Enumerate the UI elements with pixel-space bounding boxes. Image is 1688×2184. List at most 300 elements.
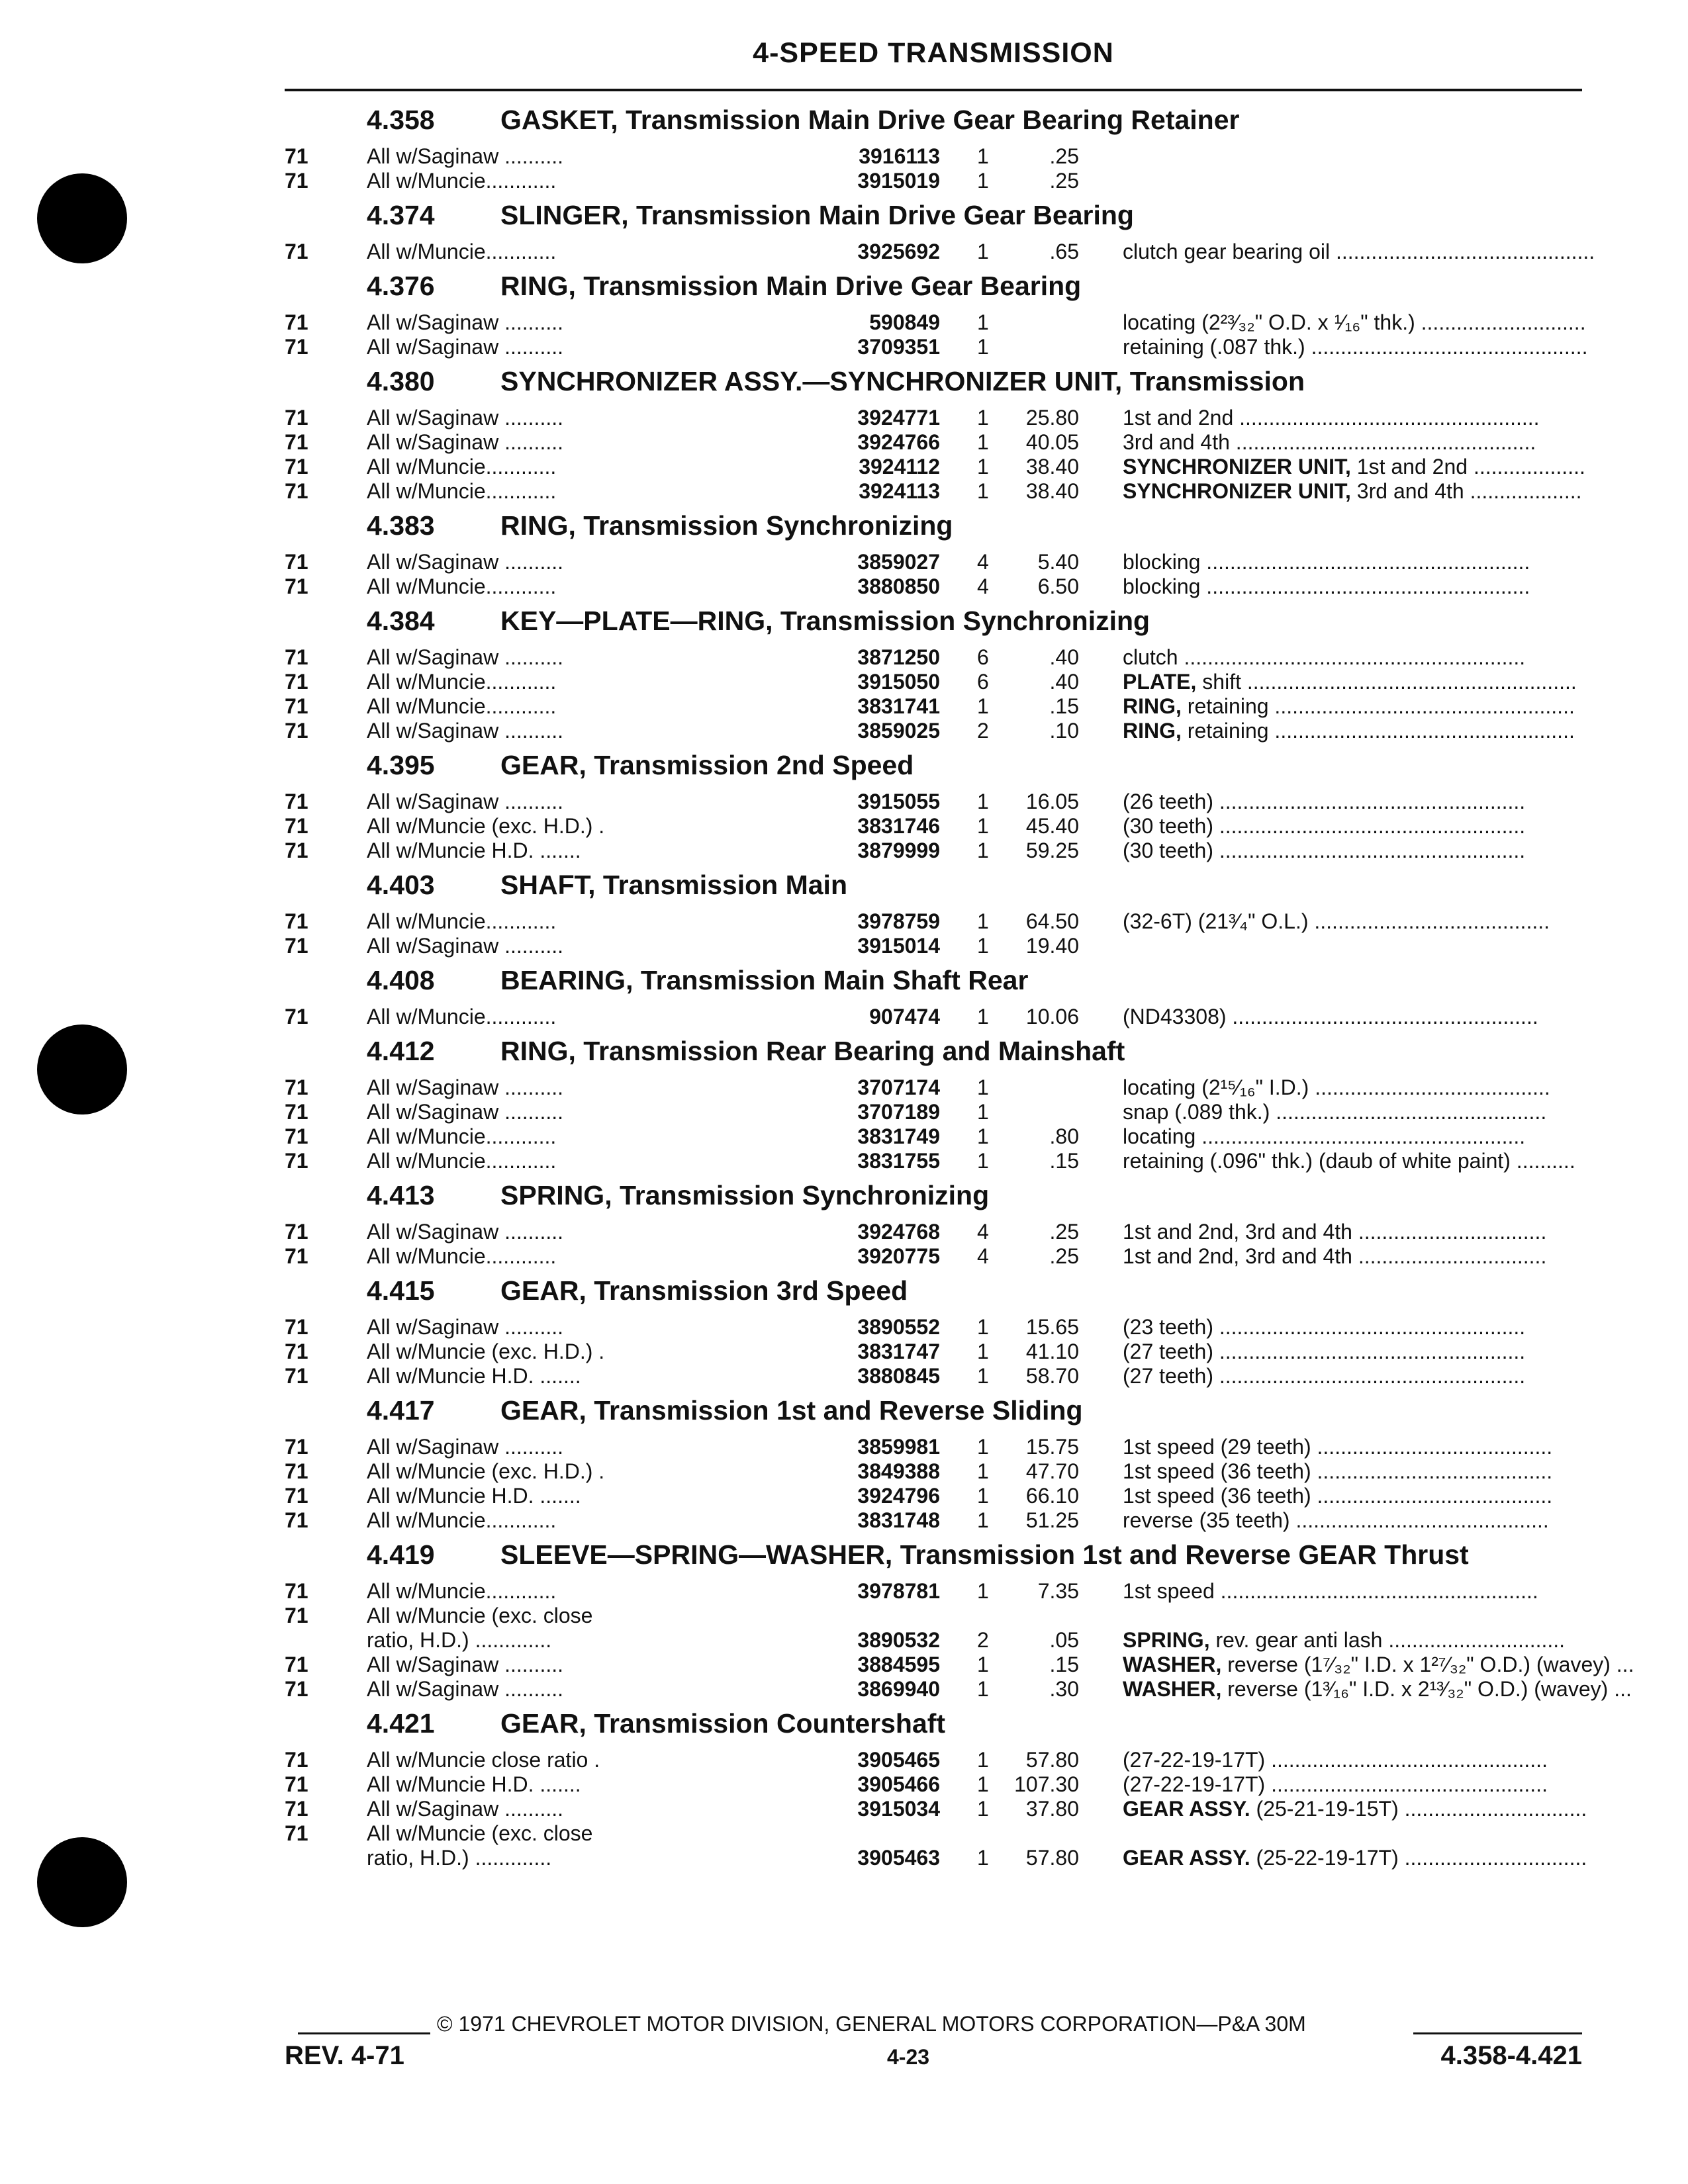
price: 64.50	[1025, 909, 1079, 933]
part-row	[285, 335, 1588, 359]
vehicle-application: All w/Muncie (exc. close	[367, 1604, 593, 1627]
section-number: 4.384	[367, 606, 435, 636]
description-text: blocking .......................................................	[1123, 574, 1530, 598]
part-description	[1123, 1579, 1579, 1604]
page-number: 4-23	[887, 2045, 930, 2069]
quantity: 1	[977, 1797, 989, 1821]
quantity: 1	[977, 1100, 989, 1124]
part-description	[1123, 790, 1579, 814]
part-row	[285, 550, 1582, 574]
description-bold: PLATE,	[1123, 670, 1197, 694]
part-description	[1123, 1220, 1579, 1244]
model-year: 71	[285, 1484, 308, 1508]
catalog-section	[285, 965, 1582, 1029]
part-number: 3915034	[857, 1797, 940, 1821]
part-number: 3831747	[857, 1340, 940, 1363]
part-description	[1123, 1459, 1579, 1484]
description-text: reverse (1³⁄₁₆" I.D. x 2¹³⁄₃₂" O.D.) (wavey) ...	[1221, 1677, 1632, 1701]
part-number: 3859981	[857, 1435, 940, 1459]
part-number: 3924766	[857, 430, 940, 454]
part-row	[285, 1220, 1582, 1244]
section-title: SLINGER, Transmission Main Drive Gear Bearing	[500, 200, 1134, 230]
catalog-section	[285, 105, 1582, 193]
section-range: 4.358-4.421	[1440, 2041, 1582, 2070]
part-number: 3709351	[857, 335, 940, 359]
part-description	[1123, 1846, 1587, 1870]
section-title: SLEEVE—SPRING—WASHER, Transmission 1st and Reverse GEAR Thrust	[500, 1539, 1469, 1570]
part-row	[285, 455, 1585, 479]
section-number: 4.358	[367, 105, 435, 135]
quantity: 1	[977, 790, 989, 813]
part-description	[1123, 1149, 1579, 1173]
description-text: 3rd and 4th ...................................................	[1123, 430, 1536, 454]
model-year: 71	[285, 574, 308, 598]
vehicle-application: All w/Muncie close ratio .	[367, 1748, 600, 1772]
part-description	[1123, 1075, 1579, 1100]
punch-hole-middle	[37, 1024, 127, 1115]
price: 58.70	[1025, 1364, 1079, 1388]
price: .10	[1049, 719, 1079, 743]
description-text: retaining ...................................................	[1181, 719, 1575, 743]
section-header	[285, 1180, 1582, 1220]
model-year: 71	[285, 479, 308, 503]
model-year: 71	[285, 1797, 308, 1821]
description-bold: GEAR ASSY.	[1123, 1797, 1250, 1821]
description-text: 1st and 2nd ...................................................	[1123, 406, 1540, 430]
part-row	[285, 574, 1582, 599]
price: 6.50	[1037, 574, 1079, 598]
description-bold: RING,	[1123, 694, 1182, 718]
part-row	[285, 1100, 1582, 1124]
price: 41.10	[1025, 1340, 1079, 1363]
vehicle-application: All w/Muncie............	[367, 574, 557, 598]
quantity: 1	[977, 1315, 989, 1339]
part-description	[1123, 1340, 1579, 1364]
vehicle-application: All w/Saginaw ..........	[367, 550, 563, 574]
part-row	[285, 1821, 1582, 1846]
description-text: 1st speed (36 teeth) ........................................	[1123, 1459, 1553, 1483]
vehicle-application: All w/Saginaw ..........	[367, 1220, 563, 1244]
part-row	[285, 1604, 1582, 1628]
section-header	[285, 606, 1582, 645]
part-number: 3879999	[857, 839, 940, 862]
part-number: 3831741	[857, 694, 940, 718]
description-text: (25-21-19-15T) ...............................	[1250, 1797, 1587, 1821]
part-number: 3915014	[857, 934, 940, 958]
page-title: 4-SPEED TRANSMISSION	[753, 37, 1114, 69]
part-row	[285, 1772, 1582, 1797]
part-number: 3831746	[857, 814, 940, 838]
quantity: 1	[977, 240, 989, 263]
catalog-section	[285, 271, 1588, 359]
price: 25.80	[1025, 406, 1079, 430]
quantity: 1	[977, 1484, 989, 1508]
section-number: 4.415	[367, 1275, 435, 1306]
section-number: 4.383	[367, 510, 435, 541]
part-row	[285, 1628, 1582, 1653]
part-number: 590849	[869, 310, 940, 334]
part-number: 3905466	[857, 1772, 940, 1796]
section-number: 4.419	[367, 1539, 435, 1570]
section-number: 4.374	[367, 200, 435, 230]
vehicle-application: All w/Saginaw ..........	[367, 1653, 563, 1676]
part-number: 3924796	[857, 1484, 940, 1508]
price: .40	[1049, 670, 1079, 694]
part-description	[1123, 1435, 1579, 1459]
section-title: SPRING, Transmission Synchronizing	[500, 1180, 990, 1210]
price: 57.80	[1025, 1846, 1079, 1870]
part-number: 3859027	[857, 550, 940, 574]
part-row	[285, 790, 1582, 814]
copyright-notice: © 1971 CHEVROLET MOTOR DIVISION, GENERAL MOTORS CORPORATION—P&A 30M	[437, 2012, 1306, 2036]
quantity: 6	[977, 645, 989, 669]
quantity: 1	[977, 814, 989, 838]
description-text: (25-22-19-17T) ...............................	[1250, 1846, 1587, 1870]
model-year: 71	[285, 1653, 308, 1676]
vehicle-application: All w/Saginaw ..........	[367, 719, 563, 743]
vehicle-application: All w/Muncie H.D. .......	[367, 1364, 581, 1388]
price: 5.40	[1037, 550, 1079, 574]
part-number: 3831749	[857, 1124, 940, 1148]
part-number: 3859025	[857, 719, 940, 743]
quantity: 1	[977, 1508, 989, 1532]
price: 66.10	[1025, 1484, 1079, 1508]
part-number: 3880850	[857, 574, 940, 598]
description-text: 1st and 2nd ...................	[1350, 455, 1585, 478]
part-row	[285, 1364, 1582, 1388]
catalog-section	[285, 750, 1582, 863]
description-text: locating (2¹⁵⁄₁₆" I.D.) ........................................	[1123, 1075, 1550, 1099]
vehicle-application: All w/Saginaw ..........	[367, 1100, 563, 1124]
quantity: 4	[977, 550, 989, 574]
part-row	[285, 144, 1582, 169]
part-number: 3831755	[857, 1149, 940, 1173]
part-description	[1123, 1364, 1579, 1388]
vehicle-application: All w/Muncie (exc. H.D.) .	[367, 814, 605, 838]
description-bold: WASHER,	[1123, 1653, 1222, 1676]
part-description	[1123, 1484, 1579, 1508]
section-title: GEAR, Transmission 3rd Speed	[500, 1275, 908, 1306]
part-number: 3905463	[857, 1846, 940, 1870]
price: 38.40	[1025, 455, 1079, 478]
part-number: 3890552	[857, 1315, 940, 1339]
part-number: 3884595	[857, 1653, 940, 1676]
description-text: 1st speed (36 teeth) ........................................	[1123, 1484, 1553, 1508]
part-number: 3915019	[857, 169, 940, 193]
vehicle-application: All w/Muncie............	[367, 240, 557, 263]
vehicle-application: ratio, H.D.) .............	[367, 1628, 552, 1652]
price: 59.25	[1025, 839, 1079, 862]
part-number: 3924768	[857, 1220, 940, 1244]
footer-rule-left	[298, 2032, 430, 2034]
part-row	[285, 839, 1582, 863]
vehicle-application: All w/Saginaw ..........	[367, 934, 563, 958]
model-year: 71	[285, 1340, 308, 1363]
part-description	[1123, 574, 1579, 599]
quantity: 1	[977, 430, 989, 454]
part-number: 3890532	[857, 1628, 940, 1652]
description-text: (ND43308) ....................................................	[1123, 1005, 1538, 1028]
part-row	[285, 1149, 1582, 1173]
part-number: 3707174	[857, 1075, 940, 1099]
model-year: 71	[285, 1075, 308, 1099]
price: 107.30	[1014, 1772, 1079, 1796]
section-header	[285, 965, 1582, 1005]
part-description	[1123, 479, 1582, 504]
model-year: 71	[285, 310, 308, 334]
part-row	[285, 169, 1582, 193]
model-year: 71	[285, 1435, 308, 1459]
price: .15	[1049, 694, 1079, 718]
section-number: 4.376	[367, 271, 435, 301]
quantity: 1	[977, 1653, 989, 1676]
section-header	[285, 271, 1582, 310]
catalog-section	[285, 1036, 1582, 1173]
price: .40	[1049, 645, 1079, 669]
vehicle-application: All w/Muncie (exc. close	[367, 1821, 593, 1845]
description-text: retaining (.096" thk.) (daub of white paint) ..........	[1123, 1149, 1575, 1173]
section-title: SYNCHRONIZER ASSY.—SYNCHRONIZER UNIT, Transmission	[500, 366, 1305, 396]
vehicle-application: All w/Saginaw ..........	[367, 335, 563, 359]
model-year: 71	[285, 1677, 308, 1701]
quantity: 2	[977, 719, 989, 743]
catalog-section	[285, 870, 1582, 958]
quantity: 1	[977, 1005, 989, 1028]
part-row	[285, 310, 1586, 335]
quantity: 1	[977, 1124, 989, 1148]
quantity: 1	[977, 1459, 989, 1483]
catalog-section	[285, 1180, 1582, 1269]
quantity: 4	[977, 1244, 989, 1268]
quantity: 1	[977, 1846, 989, 1870]
part-description	[1123, 1677, 1632, 1702]
vehicle-application: All w/Saginaw ..........	[367, 645, 563, 669]
vehicle-application: All w/Saginaw ..........	[367, 1797, 563, 1821]
part-row	[285, 1315, 1582, 1340]
punch-hole-bottom	[37, 1837, 127, 1927]
price: .25	[1049, 169, 1079, 193]
part-row	[285, 719, 1582, 743]
quantity: 1	[977, 1364, 989, 1388]
part-row	[285, 1124, 1582, 1149]
quantity: 2	[977, 1628, 989, 1652]
quantity: 1	[977, 1435, 989, 1459]
vehicle-application: ratio, H.D.) .............	[367, 1846, 552, 1870]
part-row	[285, 479, 1582, 504]
description-bold: SYNCHRONIZER UNIT,	[1123, 455, 1351, 478]
part-description	[1123, 1653, 1634, 1677]
price: 38.40	[1025, 479, 1079, 503]
model-year: 71	[285, 1364, 308, 1388]
price: 19.40	[1025, 934, 1079, 958]
description-text: (30 teeth) ....................................................	[1123, 839, 1526, 862]
section-title: SHAFT, Transmission Main	[500, 870, 847, 900]
model-year: 71	[285, 645, 308, 669]
price: 7.35	[1037, 1579, 1079, 1603]
part-row	[285, 1797, 1587, 1821]
part-number: 3924771	[857, 406, 940, 430]
model-year: 71	[285, 934, 308, 958]
vehicle-application: All w/Muncie (exc. H.D.) .	[367, 1459, 605, 1483]
part-description	[1123, 1748, 1579, 1772]
price: .25	[1049, 1244, 1079, 1268]
part-number: 3916113	[859, 144, 940, 168]
description-text: 3rd and 4th ...................	[1350, 479, 1582, 503]
part-row	[285, 1653, 1634, 1677]
section-title: BEARING, Transmission Main Shaft Rear	[500, 965, 1029, 995]
description-text: (23 teeth) ....................................................	[1123, 1315, 1526, 1339]
section-header	[285, 1708, 1582, 1748]
model-year: 71	[285, 1459, 308, 1483]
section-number: 4.417	[367, 1395, 435, 1426]
part-description	[1123, 1772, 1579, 1797]
quantity: 1	[977, 1075, 989, 1099]
part-number: 3925692	[857, 240, 940, 263]
model-year: 71	[285, 144, 308, 168]
model-year: 71	[285, 406, 308, 430]
price: 15.65	[1025, 1315, 1079, 1339]
vehicle-application: All w/Muncie............	[367, 479, 557, 503]
price: 47.70	[1025, 1459, 1079, 1483]
description-text: 1st speed ......................................................	[1123, 1579, 1538, 1603]
section-number: 4.412	[367, 1036, 435, 1066]
part-row	[285, 430, 1582, 455]
model-year: 71	[285, 694, 308, 718]
part-row	[285, 909, 1582, 934]
punch-hole-top	[37, 173, 127, 263]
quantity: 4	[977, 1220, 989, 1244]
model-year: 71	[285, 814, 308, 838]
model-year: 71	[285, 670, 308, 694]
price: .15	[1049, 1653, 1079, 1676]
quantity: 1	[977, 839, 989, 862]
vehicle-application: All w/Saginaw ..........	[367, 310, 563, 334]
section-number: 4.421	[367, 1708, 435, 1739]
part-number: 3924112	[859, 455, 940, 478]
model-year: 71	[285, 1124, 308, 1148]
vehicle-application: All w/Saginaw ..........	[367, 1315, 563, 1339]
price: 10.06	[1025, 1005, 1079, 1028]
catalog-section	[285, 200, 1595, 264]
description-text: (32-6T) (21³⁄₄" O.L.) ........................................	[1123, 909, 1550, 933]
vehicle-application: All w/Muncie (exc. H.D.) .	[367, 1340, 605, 1363]
section-title: RING, Transmission Rear Bearing and Mainshaft	[500, 1036, 1125, 1066]
model-year: 71	[285, 719, 308, 743]
description-text: 1st and 2nd, 3rd and 4th ................................	[1123, 1244, 1547, 1268]
section-title: GEAR, Transmission Countershaft	[500, 1708, 946, 1739]
part-description	[1123, 1005, 1579, 1029]
description-text: blocking .......................................................	[1123, 550, 1530, 574]
model-year: 71	[285, 1579, 308, 1603]
description-bold: GEAR ASSY.	[1123, 1846, 1250, 1870]
part-description	[1123, 1124, 1579, 1149]
quantity: 1	[977, 144, 989, 168]
model-year: 71	[285, 169, 308, 193]
part-row	[285, 1484, 1582, 1508]
part-description	[1123, 1797, 1587, 1821]
price: .25	[1049, 144, 1079, 168]
description-text: (27 teeth) ....................................................	[1123, 1340, 1526, 1363]
quantity: 1	[977, 1677, 989, 1701]
part-row	[285, 1677, 1632, 1702]
section-number: 4.413	[367, 1180, 435, 1210]
section-header	[285, 200, 1582, 240]
vehicle-application: All w/Muncie............	[367, 694, 557, 718]
model-year: 71	[285, 1149, 308, 1173]
description-bold: SYNCHRONIZER UNIT,	[1123, 479, 1351, 503]
vehicle-application: All w/Muncie............	[367, 1579, 557, 1603]
vehicle-application: All w/Saginaw ..........	[367, 144, 563, 168]
description-text: locating (2²³⁄₃₂" O.D. x ¹⁄₁₆" thk.) ............................	[1123, 310, 1586, 334]
part-number: 907474	[869, 1005, 940, 1028]
vehicle-application: All w/Muncie............	[367, 1124, 557, 1148]
part-description	[1123, 814, 1579, 839]
description-text: clutch ..........................................................	[1123, 645, 1526, 669]
section-number: 4.380	[367, 366, 435, 396]
description-text: clutch gear bearing oil ............................................	[1123, 240, 1595, 263]
catalog-section	[285, 1275, 1582, 1388]
quantity: 1	[977, 1748, 989, 1772]
part-row	[285, 1579, 1582, 1604]
description-text: (27 teeth) ....................................................	[1123, 1364, 1526, 1388]
section-header	[285, 1395, 1582, 1435]
part-description	[1123, 335, 1588, 359]
vehicle-application: All w/Muncie H.D. .......	[367, 1484, 581, 1508]
model-year: 71	[285, 790, 308, 813]
part-description	[1123, 645, 1579, 670]
description-bold: WASHER,	[1123, 1677, 1222, 1701]
catalog-section	[285, 1708, 1587, 1870]
description-text: (30 teeth) ....................................................	[1123, 814, 1526, 838]
part-row	[285, 1508, 1582, 1533]
description-text: (27-22-19-17T) ...............................................	[1123, 1772, 1548, 1796]
section-header	[285, 366, 1582, 406]
section-header	[285, 870, 1582, 909]
part-row	[285, 934, 1582, 958]
price: .30	[1049, 1677, 1079, 1701]
catalog-section	[285, 1539, 1634, 1702]
vehicle-application: All w/Muncie............	[367, 1244, 557, 1268]
description-text: reverse (1⁷⁄₃₂" I.D. x 1²⁷⁄₃₂" O.D.) (wavey) ...	[1221, 1653, 1634, 1676]
vehicle-application: All w/Saginaw ..........	[367, 430, 563, 454]
section-header	[285, 105, 1582, 144]
model-year: 71	[285, 240, 308, 263]
part-row	[285, 1748, 1582, 1772]
section-title: GEAR, Transmission 1st and Reverse Sliding	[500, 1395, 1083, 1426]
quantity: 1	[977, 1149, 989, 1173]
quantity: 4	[977, 574, 989, 598]
description-text: (27-22-19-17T) ...............................................	[1123, 1748, 1548, 1772]
description-text: shift ........................................................	[1196, 670, 1577, 694]
part-number: 3924113	[859, 479, 940, 503]
part-description	[1123, 550, 1579, 574]
part-description	[1123, 455, 1585, 479]
part-row	[285, 1340, 1582, 1364]
part-description	[1123, 430, 1579, 455]
footer-rule-right	[1413, 2032, 1582, 2034]
price: .80	[1049, 1124, 1079, 1148]
part-row	[285, 1005, 1582, 1029]
description-text: 1st and 2nd, 3rd and 4th ................................	[1123, 1220, 1547, 1244]
description-text: (26 teeth) ....................................................	[1123, 790, 1526, 813]
parts-catalog	[285, 105, 1634, 1877]
price: .25	[1049, 1220, 1079, 1244]
model-year: 71	[285, 550, 308, 574]
price: 51.25	[1025, 1508, 1079, 1532]
vehicle-application: All w/Muncie............	[367, 1005, 557, 1028]
part-description	[1123, 1100, 1579, 1124]
description-text: 1st speed (29 teeth) ........................................	[1123, 1435, 1553, 1459]
